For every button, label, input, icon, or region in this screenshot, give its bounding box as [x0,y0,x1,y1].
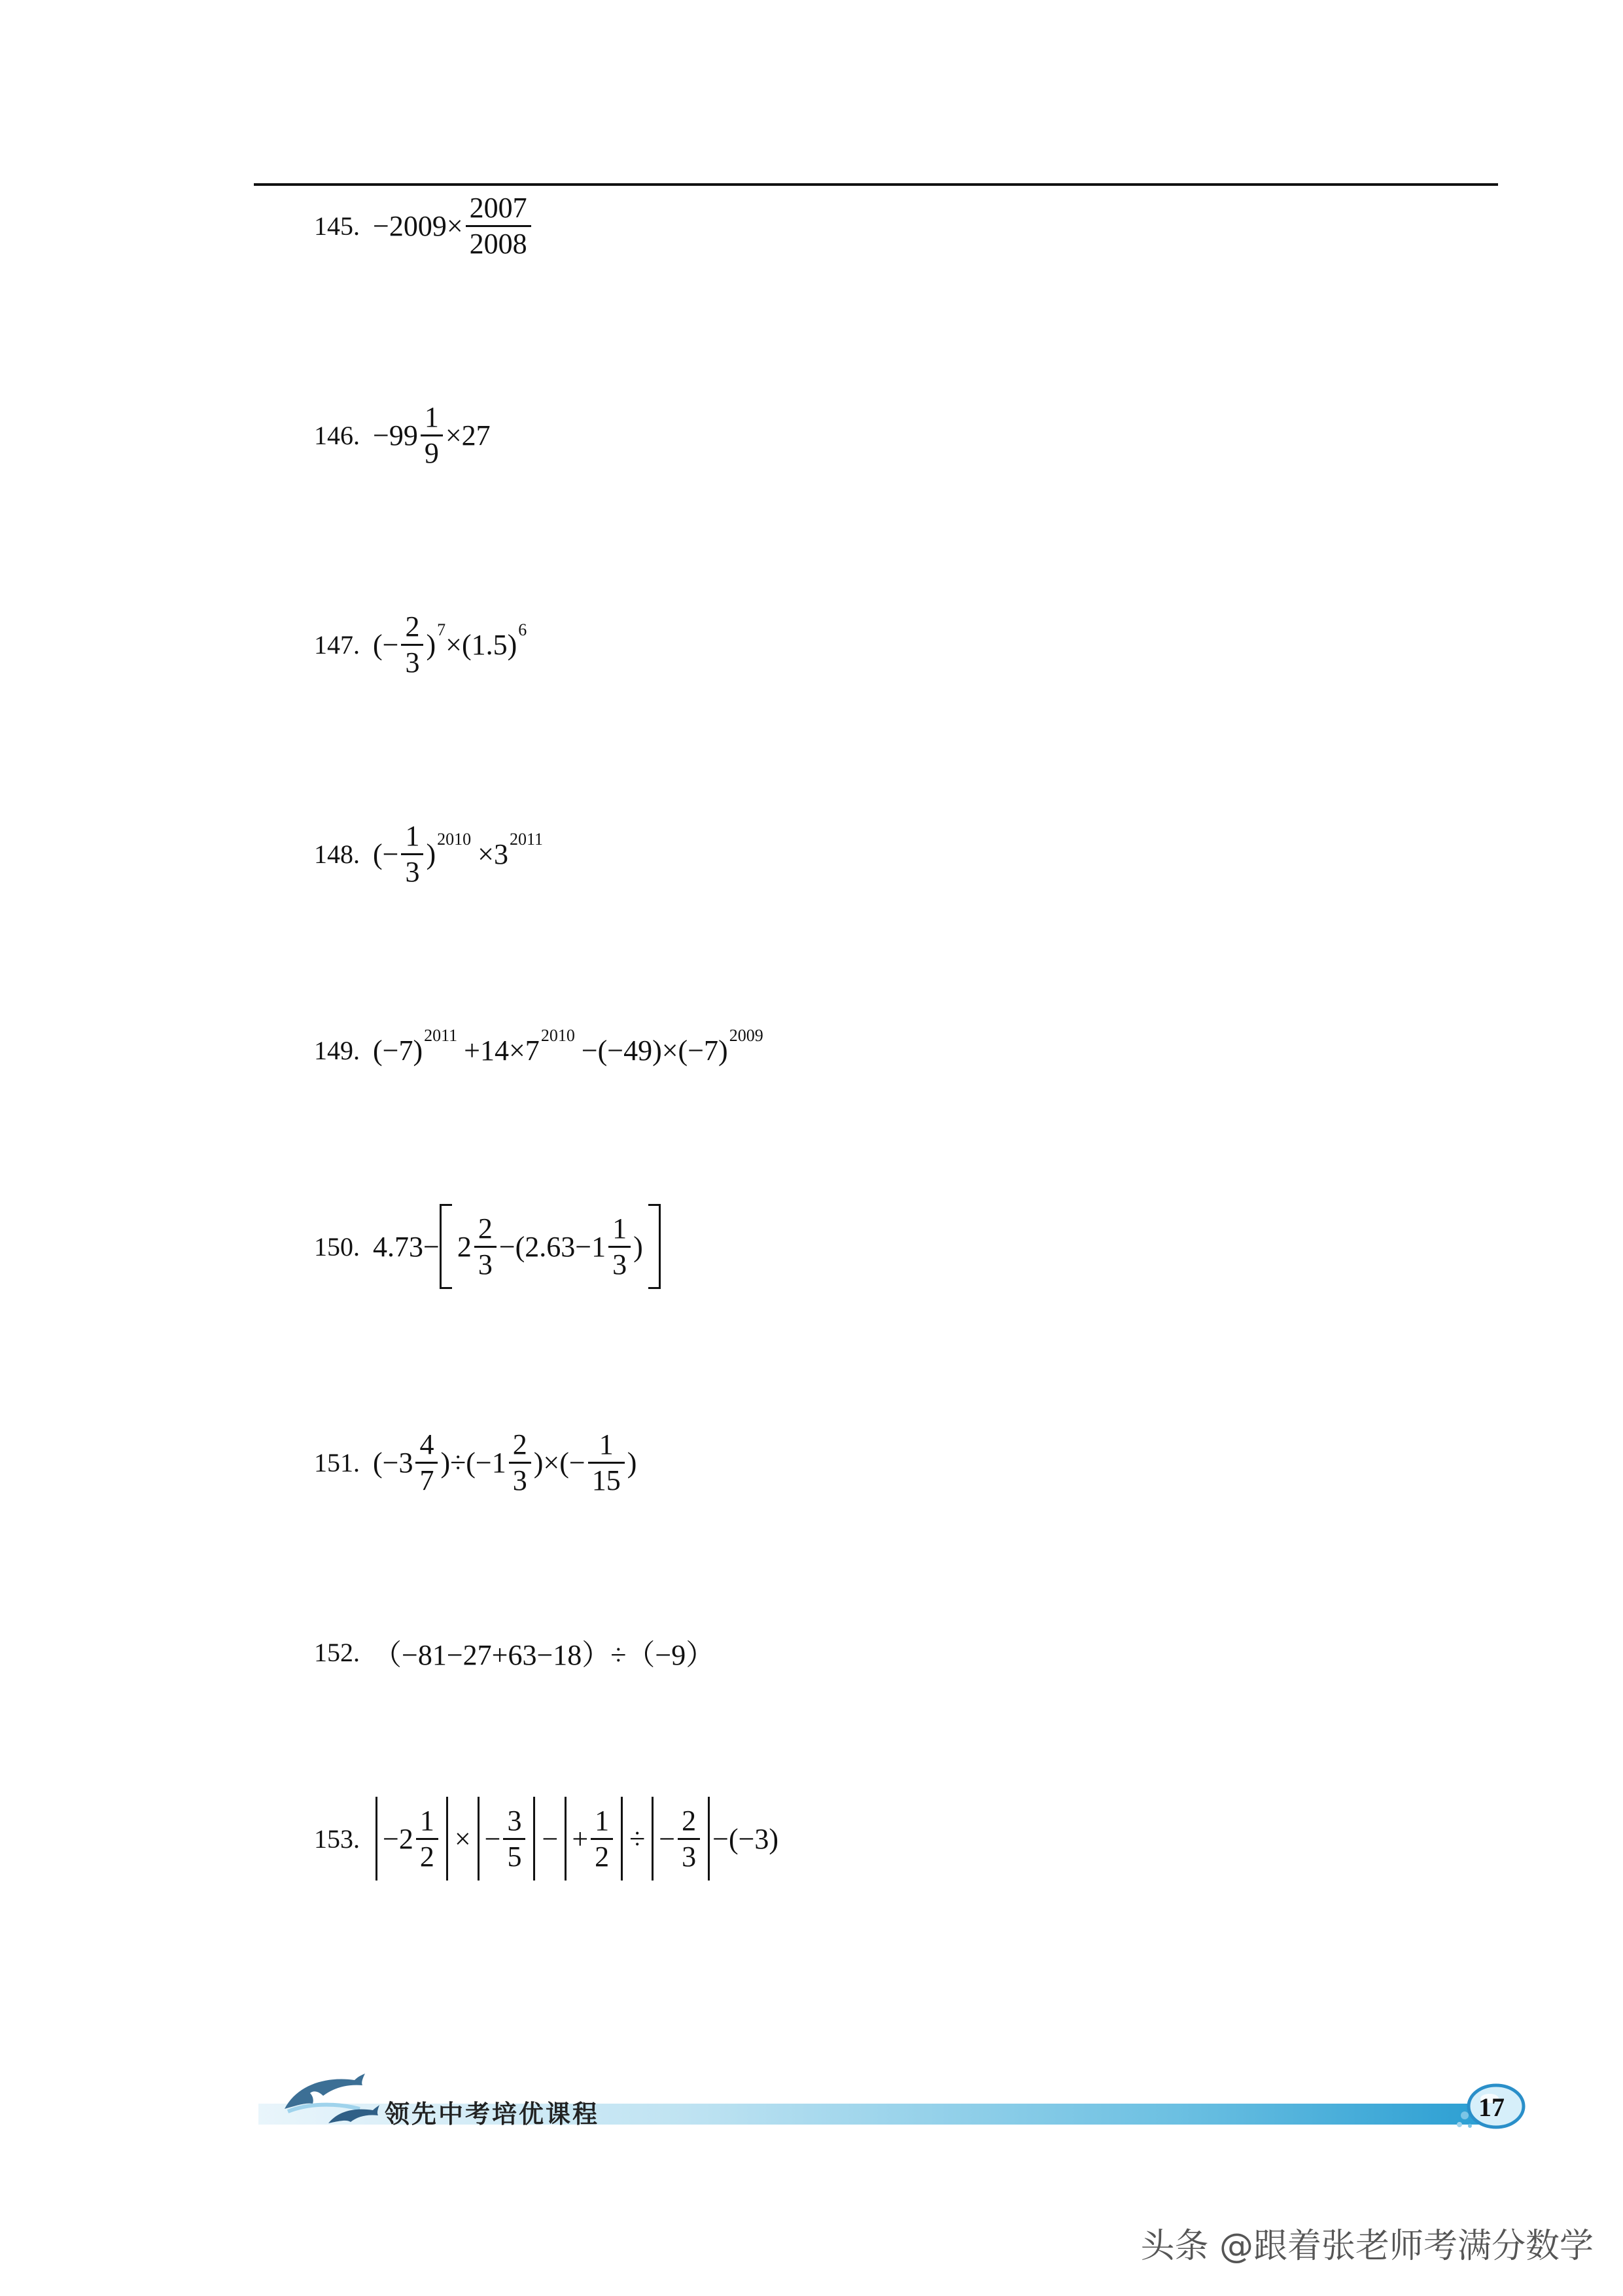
page-number: 17 [1478,2092,1505,2122]
problem-number: 147. [314,629,360,660]
expression: 4.73− 2 $\frac{2}{3}$ −(2.63−1 $\frac{1}{3}$ ) [373,1204,661,1289]
expression: (− $\frac{2}{3}$ ) $^7$ ×(1.5) $^6$ [373,610,527,679]
footer-title: 领先中考培优课程 [385,2100,600,2128]
exponent: 2009 [729,1026,763,1045]
fraction: $\frac{2}{3}$ [509,1429,531,1496]
absolute-value: − $\frac{3}{5}$ [478,1797,536,1881]
absolute-value: −2 $\frac{1}{2}$ [375,1797,448,1881]
watermark: 头条 @跟着张老师考满分数学 [1140,2227,1594,2266]
problem-number: 150. [314,1231,360,1262]
expression: −99 $\frac{1}{9}$ ×27 [373,400,491,469]
problem-number: 151. [314,1447,360,1477]
fraction: $\frac{1}{3}$ [608,1213,631,1280]
fraction: $\frac{1}{2}$ [416,1805,438,1872]
fraction: $\frac{2}{3}$ [401,611,423,678]
exponent: 2010 [437,830,472,849]
absolute-value: + $\frac{1}{2}$ [565,1797,623,1881]
exponent: 7 [437,620,446,639]
problem-number: 145. [314,211,360,241]
problem-153 [314,1793,778,1884]
problem-number: 146. [314,420,360,450]
expression: −2 $\frac{1}{2}$ × − $\frac{3}{5}$ − + $\frac{1}{2}$ ÷ − $\frac{2}{3}$ −(−3) [373,1797,778,1881]
expression: (−7) $^{2011}$ +14×7 $^{2010}$ −(−49)×(−7) $^{2009}$ [373,1026,763,1067]
exponent: 2010 [540,1026,575,1045]
problem-151 [314,1417,637,1508]
problem-147 [314,599,527,690]
problem-number: 149. [314,1035,360,1065]
exponent: 6 [518,620,527,639]
problem-number: 153. [314,1824,360,1854]
problem-number: 152. [314,1637,360,1667]
problem-149 [314,1004,763,1096]
fraction: $\frac{4}{7}$ [415,1429,438,1496]
left-bracket [440,1204,452,1289]
small-dolphin-icon [327,2104,379,2127]
fraction: $\frac{1}{2}$ [591,1805,613,1872]
expression: −2009× $\frac{2007}{2008}$ [373,192,534,259]
expression: (− $\frac{1}{3}$ ) $^{2010}$ ×3 $^{2011}$ [373,819,543,888]
right-bracket [648,1204,661,1289]
expression: (−3 $\frac{4}{7}$ )÷(−1 $\frac{2}{3}$ )×(− $\frac{1}{15}$ ) [373,1428,637,1496]
fraction: $\frac{1}{15}$ [588,1429,625,1496]
exponent: 2011 [424,1026,458,1045]
exponent: 2011 [509,830,543,849]
problem-number: 148. [314,839,360,869]
fraction: $\frac{3}{5}$ [503,1805,525,1872]
fraction: $\frac{1}{9}$ [421,402,443,468]
absolute-value: − $\frac{2}{3}$ [652,1797,710,1881]
problem-150 [314,1201,661,1292]
mixed-number: 2 $\frac{2}{3}$ [457,1213,499,1280]
expression: （−81−27+63−18）÷（−9） [373,1639,715,1671]
problem-148 [314,808,543,900]
fraction: $\frac{2}{3}$ [474,1213,497,1280]
fraction: $\frac{1}{3}$ [401,821,423,887]
problem-145 [314,180,534,272]
problem-152 [314,1606,714,1698]
problem-146 [314,389,491,481]
fraction: $\frac{2007}{2008}$ [466,192,531,259]
fraction: $\frac{2}{3}$ [678,1805,700,1872]
